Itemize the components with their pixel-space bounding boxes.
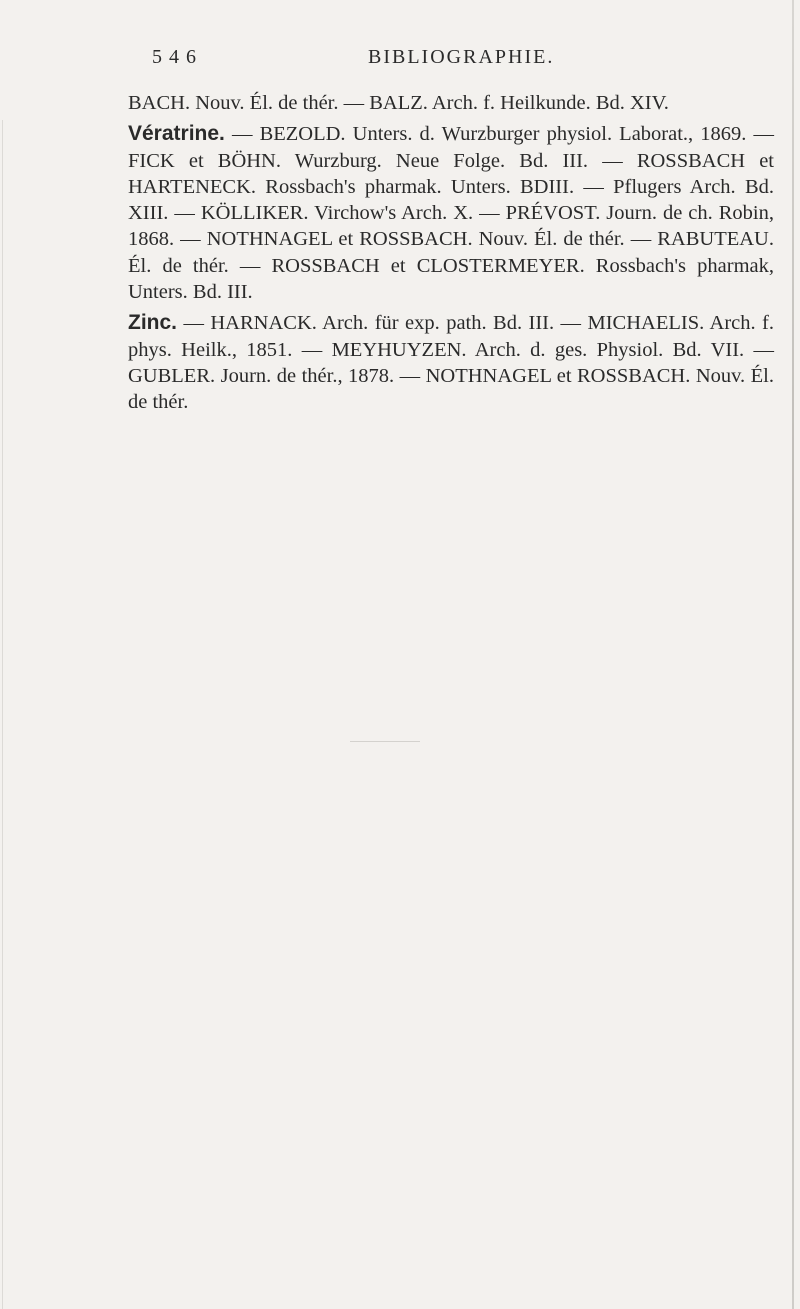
page-right-edge <box>792 0 794 1309</box>
bibliography-entry-zinc <box>128 310 774 415</box>
page-rule <box>350 741 420 742</box>
page-number: 5 4 6 <box>152 46 197 68</box>
page-header <box>0 40 800 74</box>
running-head: BIBLIOGRAPHIE. <box>368 46 555 68</box>
entry-text: — HARNACK. Arch. für exp. path. Bd. III. — MICHAELIS. Arch. f. phys. Heilk., 1851. — MEYHUYZEN. Arch. d. ges. Physiol. Bd. VII. — GUBLER. Journ. de thér., 1878. — NOTHNAGEL et ROSSBACH. Nouv. Él. de thér. <box>128 312 774 414</box>
bibliography-text <box>128 90 774 416</box>
bibliography-entry-continuation <box>128 90 774 116</box>
page-left-edge <box>2 120 3 1309</box>
entry-term: Zinc. <box>128 311 178 335</box>
entry-text: — BEZOLD. Unters. d. Wurzburger physiol. Laborat., 1869. — FICK et BÖHN. Wurzburg. Neue Folge. Bd. III. — ROSSBACH et HARTENECK. Rossbach's pharmak. Unters. BDIII. — Pflugers Arch. Bd. XIII. — KÖLLIKER. Virchow's Arch. X. — PRÉVOST. Journ. de ch. Robin, 1868. — NOTHNAGEL et ROSSBACH. Nouv. Él. de thér. — RABUTEAU. Él. de thér. — ROSSBACH et CLOSTERMEYER. Rossbach's pharmak, Unters. Bd. III. <box>128 123 774 304</box>
bibliography-entry-veratrine <box>128 121 774 305</box>
entry-text: BACH. Nouv. Él. de thér. — BALZ. Arch. f. Heilkunde. Bd. XIV. <box>128 92 669 114</box>
entry-term: Vératrine. <box>128 122 225 146</box>
